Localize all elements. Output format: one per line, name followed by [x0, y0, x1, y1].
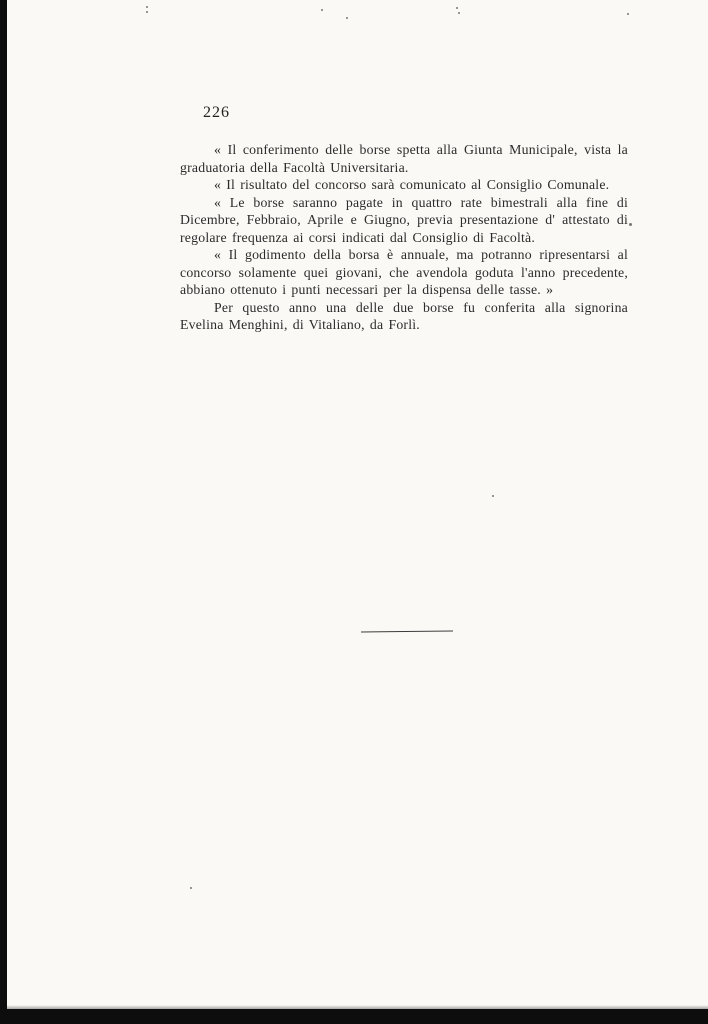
scan-artifact — [146, 6, 148, 8]
paragraph-closing: Per questo anno una delle due borse fu conferita alla signorina Evelina Menghini, di Vitaliano, da Forlì. — [180, 299, 628, 332]
page-number: 226 — [203, 104, 230, 121]
scan-artifact — [629, 223, 632, 226]
scan-artifact — [627, 13, 629, 15]
scan-artifact — [190, 887, 192, 889]
scan-artifact — [492, 495, 494, 497]
body-text — [180, 141, 628, 334]
scan-edge-bottom — [0, 1009, 708, 1024]
scan-edge-left — [0, 0, 7, 1024]
paragraph-quote-1: « Il conferimento delle borse spetta alla Giunta Municipale, vista la graduatoria della Facoltà Universitaria. — [180, 142, 628, 175]
paragraph-quote-3: « Le borse saranno pagate in quattro rate bimestrali alla fine di Dicembre, Febbraio, Aprile e Giugno, previa presentazione d' attestato di regolare frequenza ai corsi indicati dal Consiglio di Facoltà. — [180, 194, 628, 245]
paragraph-quote-2: « Il risultato del concorso sarà comunicato al Consiglio Comunale. — [214, 177, 610, 192]
paragraph-quote-4: « Il godimento della borsa è annuale, ma potranno ripresentarsi al concorso solamente quei giovani, che avendola goduta l'anno precedente, abbiano ottenuto i punti necessari per la dispensa delle tasse. » — [180, 247, 628, 297]
scan-artifact — [456, 7, 458, 9]
scan-artifact — [146, 11, 148, 13]
scan-artifact — [321, 9, 323, 11]
section-divider-rule — [361, 631, 453, 633]
scan-artifact — [458, 12, 460, 14]
scan-artifact — [346, 17, 348, 19]
